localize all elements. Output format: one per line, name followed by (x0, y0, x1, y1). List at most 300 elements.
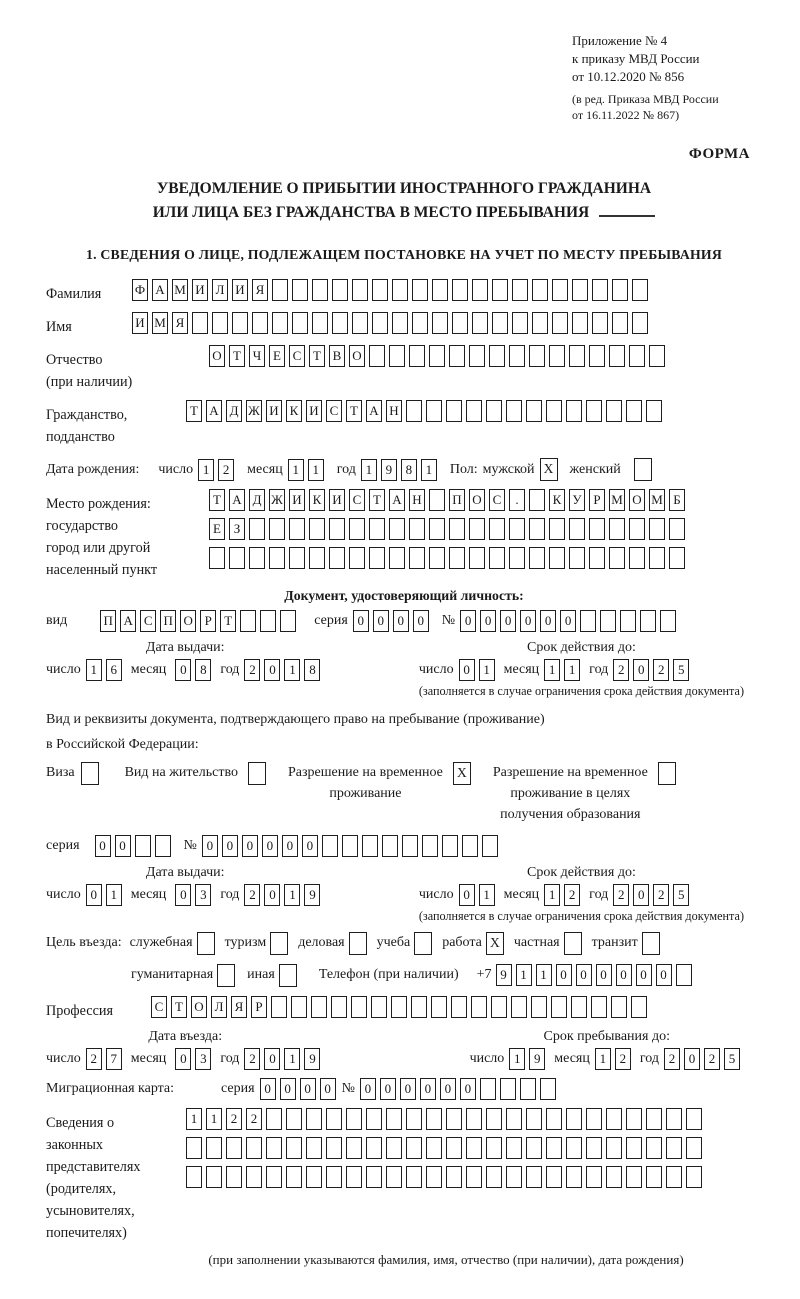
char-cell[interactable] (526, 1166, 542, 1188)
char-cell[interactable] (392, 312, 408, 334)
char-cell[interactable]: П (100, 610, 116, 632)
char-cell[interactable] (492, 279, 508, 301)
char-cell[interactable] (386, 1137, 402, 1159)
char-cell[interactable] (546, 1166, 562, 1188)
char-cell[interactable] (192, 312, 208, 334)
char-cell[interactable] (606, 1108, 622, 1130)
char-cell[interactable] (240, 610, 256, 632)
char-cell[interactable] (442, 835, 458, 857)
char-cell[interactable]: 2 (613, 659, 629, 681)
char-cell[interactable]: 1 (479, 884, 495, 906)
char-cell[interactable] (432, 279, 448, 301)
char-cell[interactable]: 0 (300, 1078, 316, 1100)
char-cell[interactable] (676, 964, 692, 986)
char-cell[interactable] (606, 1166, 622, 1188)
char-cell[interactable] (266, 1137, 282, 1159)
char-cell[interactable] (449, 345, 465, 367)
char-cell[interactable]: 0 (596, 964, 612, 986)
char-cell[interactable]: 8 (304, 659, 320, 681)
char-cell[interactable]: Я (231, 996, 247, 1018)
char-cell[interactable] (686, 1108, 702, 1130)
char-cell[interactable]: 2 (246, 1108, 262, 1130)
char-cell[interactable]: А (206, 400, 222, 422)
char-cell[interactable] (626, 1166, 642, 1188)
purpose-humanitarian-checkbox[interactable] (217, 964, 235, 987)
char-cell[interactable] (391, 996, 407, 1018)
char-cell[interactable]: 0 (560, 610, 576, 632)
char-cell[interactable] (426, 1166, 442, 1188)
char-cell[interactable] (571, 996, 587, 1018)
char-cell[interactable]: С (349, 489, 365, 511)
char-cell[interactable]: 0 (115, 835, 131, 857)
char-cell[interactable]: 0 (413, 610, 429, 632)
char-cell[interactable] (646, 1166, 662, 1188)
char-cell[interactable] (466, 1108, 482, 1130)
char-cell[interactable]: О (349, 345, 365, 367)
char-cell[interactable]: 1 (564, 659, 580, 681)
purpose-business-checkbox[interactable] (349, 932, 367, 955)
char-cell[interactable] (469, 547, 485, 569)
char-cell[interactable] (486, 1166, 502, 1188)
char-cell[interactable] (509, 547, 525, 569)
char-cell[interactable] (532, 312, 548, 334)
char-cell[interactable] (186, 1137, 202, 1159)
char-cell[interactable] (429, 518, 445, 540)
char-cell[interactable]: С (151, 996, 167, 1018)
char-cell[interactable] (289, 547, 305, 569)
char-cell[interactable] (466, 1166, 482, 1188)
char-cell[interactable] (349, 547, 365, 569)
char-cell[interactable] (569, 547, 585, 569)
char-cell[interactable]: 1 (544, 884, 560, 906)
char-cell[interactable] (249, 547, 265, 569)
char-cell[interactable] (406, 1108, 422, 1130)
char-cell[interactable] (306, 1166, 322, 1188)
char-cell[interactable] (280, 610, 296, 632)
char-cell[interactable] (206, 1137, 222, 1159)
visa-checkbox[interactable] (81, 762, 99, 785)
char-cell[interactable] (206, 1166, 222, 1188)
char-cell[interactable] (589, 345, 605, 367)
char-cell[interactable]: 1 (284, 659, 300, 681)
char-cell[interactable]: Б (669, 489, 685, 511)
char-cell[interactable] (649, 547, 665, 569)
char-cell[interactable]: Ж (246, 400, 262, 422)
char-cell[interactable] (426, 1108, 442, 1130)
char-cell[interactable] (566, 1166, 582, 1188)
char-cell[interactable] (469, 518, 485, 540)
char-cell[interactable]: М (172, 279, 188, 301)
char-cell[interactable] (526, 400, 542, 422)
purpose-other-checkbox[interactable] (279, 964, 297, 987)
char-cell[interactable]: О (629, 489, 645, 511)
char-cell[interactable]: А (152, 279, 168, 301)
char-cell[interactable] (426, 1137, 442, 1159)
char-cell[interactable] (429, 547, 445, 569)
char-cell[interactable] (526, 1108, 542, 1130)
char-cell[interactable]: 1 (509, 1048, 525, 1070)
char-cell[interactable] (540, 1078, 556, 1100)
char-cell[interactable] (292, 279, 308, 301)
char-cell[interactable]: 0 (393, 610, 409, 632)
char-cell[interactable] (342, 835, 358, 857)
char-cell[interactable] (669, 518, 685, 540)
char-cell[interactable] (226, 1137, 242, 1159)
char-cell[interactable] (406, 1137, 422, 1159)
char-cell[interactable]: 0 (373, 610, 389, 632)
char-cell[interactable] (312, 279, 328, 301)
char-cell[interactable] (409, 345, 425, 367)
char-cell[interactable] (392, 279, 408, 301)
char-cell[interactable] (352, 279, 368, 301)
char-cell[interactable]: 2 (615, 1048, 631, 1070)
char-cell[interactable] (386, 1108, 402, 1130)
char-cell[interactable]: 0 (264, 884, 280, 906)
char-cell[interactable] (512, 312, 528, 334)
char-cell[interactable] (546, 1137, 562, 1159)
char-cell[interactable] (666, 1137, 682, 1159)
char-cell[interactable]: Я (172, 312, 188, 334)
char-cell[interactable] (329, 518, 345, 540)
char-cell[interactable]: Р (589, 489, 605, 511)
char-cell[interactable] (326, 1166, 342, 1188)
sex-male-checkbox[interactable]: X (540, 458, 558, 481)
char-cell[interactable] (529, 489, 545, 511)
char-cell[interactable] (332, 279, 348, 301)
char-cell[interactable] (269, 518, 285, 540)
char-cell[interactable]: 1 (536, 964, 552, 986)
char-cell[interactable]: 0 (86, 884, 102, 906)
char-cell[interactable] (529, 345, 545, 367)
char-cell[interactable]: 0 (440, 1078, 456, 1100)
char-cell[interactable] (466, 1137, 482, 1159)
char-cell[interactable]: Т (209, 489, 225, 511)
char-cell[interactable]: 2 (653, 884, 669, 906)
char-cell[interactable] (482, 835, 498, 857)
char-cell[interactable] (572, 312, 588, 334)
purpose-study-checkbox[interactable] (414, 932, 432, 955)
char-cell[interactable] (469, 345, 485, 367)
char-cell[interactable] (572, 279, 588, 301)
char-cell[interactable] (600, 610, 616, 632)
char-cell[interactable]: 0 (380, 1078, 396, 1100)
char-cell[interactable]: Ф (132, 279, 148, 301)
char-cell[interactable] (246, 1137, 262, 1159)
char-cell[interactable] (649, 518, 665, 540)
char-cell[interactable] (226, 1166, 242, 1188)
char-cell[interactable] (451, 996, 467, 1018)
char-cell[interactable]: 0 (222, 835, 238, 857)
char-cell[interactable] (546, 1108, 562, 1130)
char-cell[interactable]: 9 (529, 1048, 545, 1070)
char-cell[interactable]: Е (269, 345, 285, 367)
char-cell[interactable]: 5 (673, 884, 689, 906)
char-cell[interactable] (462, 835, 478, 857)
char-cell[interactable] (686, 1166, 702, 1188)
char-cell[interactable] (422, 835, 438, 857)
char-cell[interactable] (491, 996, 507, 1018)
char-cell[interactable]: М (152, 312, 168, 334)
char-cell[interactable] (411, 996, 427, 1018)
char-cell[interactable]: 0 (480, 610, 496, 632)
char-cell[interactable]: Т (309, 345, 325, 367)
char-cell[interactable] (402, 835, 418, 857)
char-cell[interactable]: 5 (724, 1048, 740, 1070)
char-cell[interactable] (232, 312, 248, 334)
char-cell[interactable] (512, 279, 528, 301)
char-cell[interactable] (529, 547, 545, 569)
char-cell[interactable] (486, 400, 502, 422)
char-cell[interactable] (212, 312, 228, 334)
char-cell[interactable] (346, 1166, 362, 1188)
char-cell[interactable]: 8 (195, 659, 211, 681)
char-cell[interactable] (389, 345, 405, 367)
char-cell[interactable]: 2 (664, 1048, 680, 1070)
char-cell[interactable] (551, 996, 567, 1018)
char-cell[interactable]: Т (346, 400, 362, 422)
char-cell[interactable]: Т (220, 610, 236, 632)
char-cell[interactable] (260, 610, 276, 632)
char-cell[interactable]: А (229, 489, 245, 511)
char-cell[interactable] (489, 518, 505, 540)
char-cell[interactable]: 0 (636, 964, 652, 986)
char-cell[interactable] (289, 518, 305, 540)
char-cell[interactable]: 1 (186, 1108, 202, 1130)
char-cell[interactable]: Я (252, 279, 268, 301)
char-cell[interactable]: 6 (106, 659, 122, 681)
char-cell[interactable] (531, 996, 547, 1018)
char-cell[interactable] (311, 996, 327, 1018)
char-cell[interactable]: Л (212, 279, 228, 301)
char-cell[interactable]: С (489, 489, 505, 511)
char-cell[interactable] (249, 518, 265, 540)
char-cell[interactable]: 0 (520, 610, 536, 632)
residence-permit-checkbox[interactable] (248, 762, 266, 785)
char-cell[interactable] (472, 279, 488, 301)
char-cell[interactable] (351, 996, 367, 1018)
char-cell[interactable] (569, 518, 585, 540)
char-cell[interactable]: 0 (242, 835, 258, 857)
char-cell[interactable]: О (469, 489, 485, 511)
char-cell[interactable]: 1 (479, 659, 495, 681)
char-cell[interactable]: Е (209, 518, 225, 540)
char-cell[interactable] (631, 996, 647, 1018)
char-cell[interactable]: К (549, 489, 565, 511)
char-cell[interactable] (135, 835, 151, 857)
char-cell[interactable] (409, 547, 425, 569)
char-cell[interactable] (526, 1137, 542, 1159)
char-cell[interactable] (646, 1137, 662, 1159)
char-cell[interactable]: 5 (673, 659, 689, 681)
char-cell[interactable] (186, 1166, 202, 1188)
char-cell[interactable]: Н (409, 489, 425, 511)
char-cell[interactable] (506, 400, 522, 422)
char-cell[interactable] (271, 996, 287, 1018)
char-cell[interactable]: 9 (304, 1048, 320, 1070)
char-cell[interactable] (492, 312, 508, 334)
char-cell[interactable]: 2 (653, 659, 669, 681)
char-cell[interactable] (326, 1137, 342, 1159)
char-cell[interactable]: 1 (595, 1048, 611, 1070)
char-cell[interactable] (306, 1108, 322, 1130)
sex-female-checkbox[interactable] (634, 458, 652, 481)
char-cell[interactable] (606, 400, 622, 422)
char-cell[interactable] (366, 1166, 382, 1188)
char-cell[interactable] (346, 1137, 362, 1159)
char-cell[interactable] (626, 1108, 642, 1130)
char-cell[interactable] (229, 547, 245, 569)
char-cell[interactable] (252, 312, 268, 334)
char-cell[interactable] (272, 279, 288, 301)
char-cell[interactable] (309, 518, 325, 540)
char-cell[interactable] (406, 1166, 422, 1188)
char-cell[interactable]: 2 (244, 1048, 260, 1070)
char-cell[interactable]: 1 (308, 459, 324, 481)
char-cell[interactable]: Р (200, 610, 216, 632)
char-cell[interactable] (286, 1166, 302, 1188)
char-cell[interactable] (486, 1108, 502, 1130)
char-cell[interactable] (586, 1137, 602, 1159)
char-cell[interactable] (592, 279, 608, 301)
char-cell[interactable] (371, 996, 387, 1018)
char-cell[interactable]: Ч (249, 345, 265, 367)
purpose-private-checkbox[interactable] (564, 932, 582, 955)
char-cell[interactable]: 2 (613, 884, 629, 906)
char-cell[interactable]: 7 (106, 1048, 122, 1070)
char-cell[interactable] (349, 518, 365, 540)
char-cell[interactable]: 0 (175, 659, 191, 681)
char-cell[interactable] (586, 1108, 602, 1130)
char-cell[interactable]: 0 (260, 1078, 276, 1100)
char-cell[interactable]: 1 (544, 659, 560, 681)
char-cell[interactable]: 0 (576, 964, 592, 986)
char-cell[interactable] (629, 518, 645, 540)
char-cell[interactable]: Д (226, 400, 242, 422)
char-cell[interactable]: С (289, 345, 305, 367)
purpose-work-checkbox[interactable]: X (486, 932, 504, 955)
char-cell[interactable]: 2 (226, 1108, 242, 1130)
char-cell[interactable] (569, 345, 585, 367)
char-cell[interactable]: 0 (175, 1048, 191, 1070)
char-cell[interactable]: М (609, 489, 625, 511)
purpose-official-checkbox[interactable] (197, 932, 215, 955)
char-cell[interactable] (332, 312, 348, 334)
char-cell[interactable]: 0 (459, 659, 475, 681)
char-cell[interactable]: 0 (420, 1078, 436, 1100)
char-cell[interactable]: А (389, 489, 405, 511)
char-cell[interactable] (446, 1137, 462, 1159)
char-cell[interactable] (586, 400, 602, 422)
char-cell[interactable]: 1 (288, 459, 304, 481)
char-cell[interactable] (266, 1108, 282, 1130)
char-cell[interactable] (372, 312, 388, 334)
char-cell[interactable] (266, 1166, 282, 1188)
char-cell[interactable] (480, 1078, 496, 1100)
char-cell[interactable]: Р (251, 996, 267, 1018)
char-cell[interactable] (366, 1137, 382, 1159)
char-cell[interactable] (592, 312, 608, 334)
char-cell[interactable] (466, 400, 482, 422)
char-cell[interactable] (369, 345, 385, 367)
char-cell[interactable]: 0 (616, 964, 632, 986)
char-cell[interactable] (326, 1108, 342, 1130)
char-cell[interactable] (292, 312, 308, 334)
char-cell[interactable] (432, 312, 448, 334)
char-cell[interactable]: 0 (656, 964, 672, 986)
char-cell[interactable]: Н (386, 400, 402, 422)
char-cell[interactable] (369, 547, 385, 569)
char-cell[interactable] (640, 610, 656, 632)
char-cell[interactable] (566, 400, 582, 422)
char-cell[interactable]: К (309, 489, 325, 511)
char-cell[interactable]: С (326, 400, 342, 422)
char-cell[interactable]: 0 (500, 610, 516, 632)
char-cell[interactable]: К (286, 400, 302, 422)
char-cell[interactable] (591, 996, 607, 1018)
char-cell[interactable]: 8 (401, 459, 417, 481)
char-cell[interactable] (660, 610, 676, 632)
char-cell[interactable]: 1 (421, 459, 437, 481)
char-cell[interactable] (629, 547, 645, 569)
char-cell[interactable] (412, 279, 428, 301)
char-cell[interactable] (532, 279, 548, 301)
char-cell[interactable] (246, 1166, 262, 1188)
char-cell[interactable] (669, 547, 685, 569)
char-cell[interactable] (269, 547, 285, 569)
char-cell[interactable] (506, 1108, 522, 1130)
char-cell[interactable] (629, 345, 645, 367)
char-cell[interactable]: 2 (218, 459, 234, 481)
char-cell[interactable]: О (191, 996, 207, 1018)
char-cell[interactable] (362, 835, 378, 857)
char-cell[interactable] (209, 547, 225, 569)
char-cell[interactable]: 0 (633, 884, 649, 906)
char-cell[interactable] (666, 1166, 682, 1188)
char-cell[interactable]: Д (249, 489, 265, 511)
char-cell[interactable]: 2 (244, 884, 260, 906)
char-cell[interactable]: 0 (353, 610, 369, 632)
char-cell[interactable] (369, 518, 385, 540)
char-cell[interactable]: 2 (564, 884, 580, 906)
char-cell[interactable] (426, 400, 442, 422)
char-cell[interactable] (389, 518, 405, 540)
char-cell[interactable] (366, 1108, 382, 1130)
char-cell[interactable] (352, 312, 368, 334)
char-cell[interactable]: 0 (320, 1078, 336, 1100)
char-cell[interactable] (649, 345, 665, 367)
char-cell[interactable] (611, 996, 627, 1018)
char-cell[interactable]: 0 (302, 835, 318, 857)
char-cell[interactable] (520, 1078, 536, 1100)
char-cell[interactable] (449, 547, 465, 569)
char-cell[interactable]: О (180, 610, 196, 632)
char-cell[interactable]: 0 (175, 884, 191, 906)
char-cell[interactable] (452, 279, 468, 301)
char-cell[interactable] (509, 518, 525, 540)
char-cell[interactable]: М (649, 489, 665, 511)
char-cell[interactable]: 0 (360, 1078, 376, 1100)
char-cell[interactable] (506, 1137, 522, 1159)
char-cell[interactable]: И (192, 279, 208, 301)
char-cell[interactable] (666, 1108, 682, 1130)
char-cell[interactable]: А (120, 610, 136, 632)
char-cell[interactable] (632, 279, 648, 301)
temp-permit-edu-checkbox[interactable] (658, 762, 676, 785)
char-cell[interactable] (431, 996, 447, 1018)
purpose-tourism-checkbox[interactable] (270, 932, 288, 955)
char-cell[interactable] (612, 312, 628, 334)
char-cell[interactable] (549, 345, 565, 367)
